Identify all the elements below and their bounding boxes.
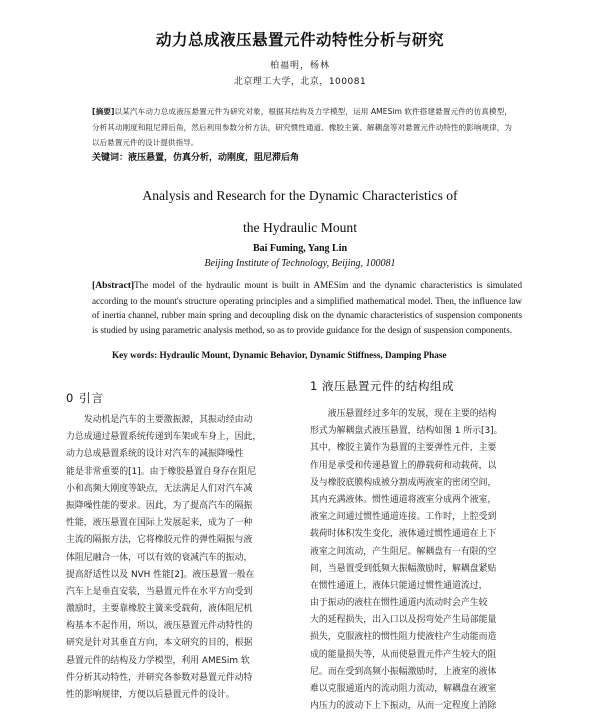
chinese-keywords: 关键词：液压悬置，仿真分析，动刚度，阻尼滞后角 [92, 153, 300, 163]
chinese-abstract-text: 以某汽车动力总成液压悬置元件为研究对象，根据其结构及力学模型，运用 AMESim 软件搭建悬置元件的仿真模型，分析其动刚度和阻尼滞后角，然后利用参数分析方法，研究惯性通道、橡胶主簧、解耦盘等对悬置元件动特性的影响规律，为以后悬置元件的设计提供指导。 [92, 107, 512, 147]
english-title-line-2: the Hydraulic Mount [242, 220, 357, 235]
chinese-title: 动力总成液压悬置元件动特性分析与研究 [155, 31, 444, 49]
left-line: 悬置元件的结构及力学模型，利用 AMESim 软 [66, 655, 250, 666]
left-line: 性的影响规律，方便以后悬置元件的设计。 [66, 690, 235, 700]
right-line: 内压力的波动下上下振动，从而一定程度上消除 [310, 701, 497, 712]
left-line: 力总成通过悬置系统传递到车架或车身上，因此， [66, 432, 262, 443]
right-line: 及与橡胶底膜构成被分割成两液室的密闭空间， [310, 477, 497, 488]
left-line: 汽车上是垂直安装，当悬置元件在水平方向受到 [66, 586, 253, 597]
left-line: 主流的隔振方法，它将橡胶元件的弹性隔振与液 [66, 535, 253, 546]
chinese-authors: 柏福明，杨林 [269, 61, 330, 71]
chinese-affiliation: 北京理工大学，北京，100081 [233, 77, 367, 87]
right-line: 尼。而在受到高频小振幅激励时，上液室的液体 [310, 666, 497, 677]
right-line: 载荷时体积发生变化，液体通过惯性通道在上下 [310, 529, 497, 540]
left-line: 动力总成悬置系统的设计对汽车的减振降噪性 [66, 449, 244, 460]
left-line: 件分析其动特性，并研究各参数对悬置元件动特 [66, 672, 253, 683]
left-line: 能是非常重要的[1]。由于橡胶悬置自身存在阻尼 [66, 466, 257, 477]
right-line: 间，当悬置受到低频大振幅激励时，解耦盘紧贴 [310, 563, 497, 574]
english-keywords: Key words: Hydraulic Mount, Dynamic Behavior, Dynamic Stiffness, Damping Phase [112, 350, 447, 360]
english-authors: Bai Fuming, Yang Lin [252, 243, 348, 254]
right-line: 难以克服通道内的流动阻力流动，解耦盘在液室 [310, 684, 497, 694]
right-line: 液室之间通过惯性通道连接。工作时，上腔受到 [310, 512, 497, 523]
left-line: 小和高频大刚度等缺点，无法满足人们对汽车减 [66, 483, 253, 494]
chinese-abstract [92, 104, 512, 151]
right-line: 在惯性通道上，液体只能通过惯性通道流过， [310, 580, 488, 591]
left-line: 体阻尼融合一体，可以有效的衰减汽车的振动， [66, 552, 253, 563]
left-line: 研究是针对其垂直方向，本文研究的目的，根据 [66, 638, 253, 649]
right-line: 损失，克服液柱的惯性阻力使液柱产生动能而造 [310, 632, 497, 643]
section-1-heading: 1 液压悬置元件的结构组成 [310, 379, 454, 393]
right-line: 由于振动的液柱在惯性通道内流动时会产生较 [310, 598, 488, 609]
right-line: 大的延程损失，出入口以及拐弯处产生局部能量 [310, 615, 497, 626]
right-line: 其中，橡胶主簧作为悬置的主要弹性元件，主要 [310, 443, 497, 454]
left-line: 激励时，主要靠橡胶主簧来受载荷，液体阻尼机 [66, 604, 253, 615]
right-line: 液压悬置经过多年的发展，现在主要的结构 [310, 409, 497, 419]
english-abstract-text: The model of the hydraulic mount is built in AMESim and the dynamic characteristics is simulated according to the mount's structure operating principles and a simplified mathematical model. Then, the influence law of inertia channel, rubber main spring and decoupling disk on the dynamic characteristics of suspension components is studied by using parametric analysis method, so as to provide guidance for the design of suspension components. [92, 280, 522, 335]
left-line: 发动机是汽车的主要激振源，其振动经由动 [66, 415, 253, 425]
english-title-line-1: Analysis and Research for the Dynamic Characteristics of [142, 188, 458, 203]
right-line: 作用是承受和传递悬置上的静载荷和动载荷，以 [310, 460, 497, 471]
left-line: 振降噪性能的要求。因此，为了提高汽车的隔振 [66, 500, 253, 511]
right-line: 液室之间流动，产生阻尼。解耦盘有一有限的空 [310, 546, 497, 557]
left-line: 性能，液压悬置在国际上发展起来，成为了一种 [66, 518, 253, 529]
left-line: 提高舒适性以及 NVH 性能[2]。液压悬置一般在 [66, 569, 255, 580]
left-column-text [66, 412, 296, 704]
right-line: 形式为解耦盘式液压悬置，结构如图 1 所示[3]。 [310, 426, 503, 437]
chinese-abstract-label: [摘要] [92, 107, 115, 116]
english-title [0, 180, 600, 244]
right-column-text [310, 406, 540, 715]
left-line: 构基本不起作用，所以，液压悬置元件动特性的 [66, 621, 253, 632]
english-abstract-label: [Abstract] [92, 280, 135, 291]
section-0-heading: 0 引言 [66, 391, 104, 405]
english-abstract [92, 278, 522, 337]
right-line: 其内充满液体。惯性通道将液室分成两个液室， [310, 494, 497, 505]
english-affiliation: Beijing Institute of Technology, Beijing, 100081 [204, 258, 396, 269]
right-line: 成的能量损失等，从而使悬置元件产生较大的阻 [310, 649, 497, 660]
